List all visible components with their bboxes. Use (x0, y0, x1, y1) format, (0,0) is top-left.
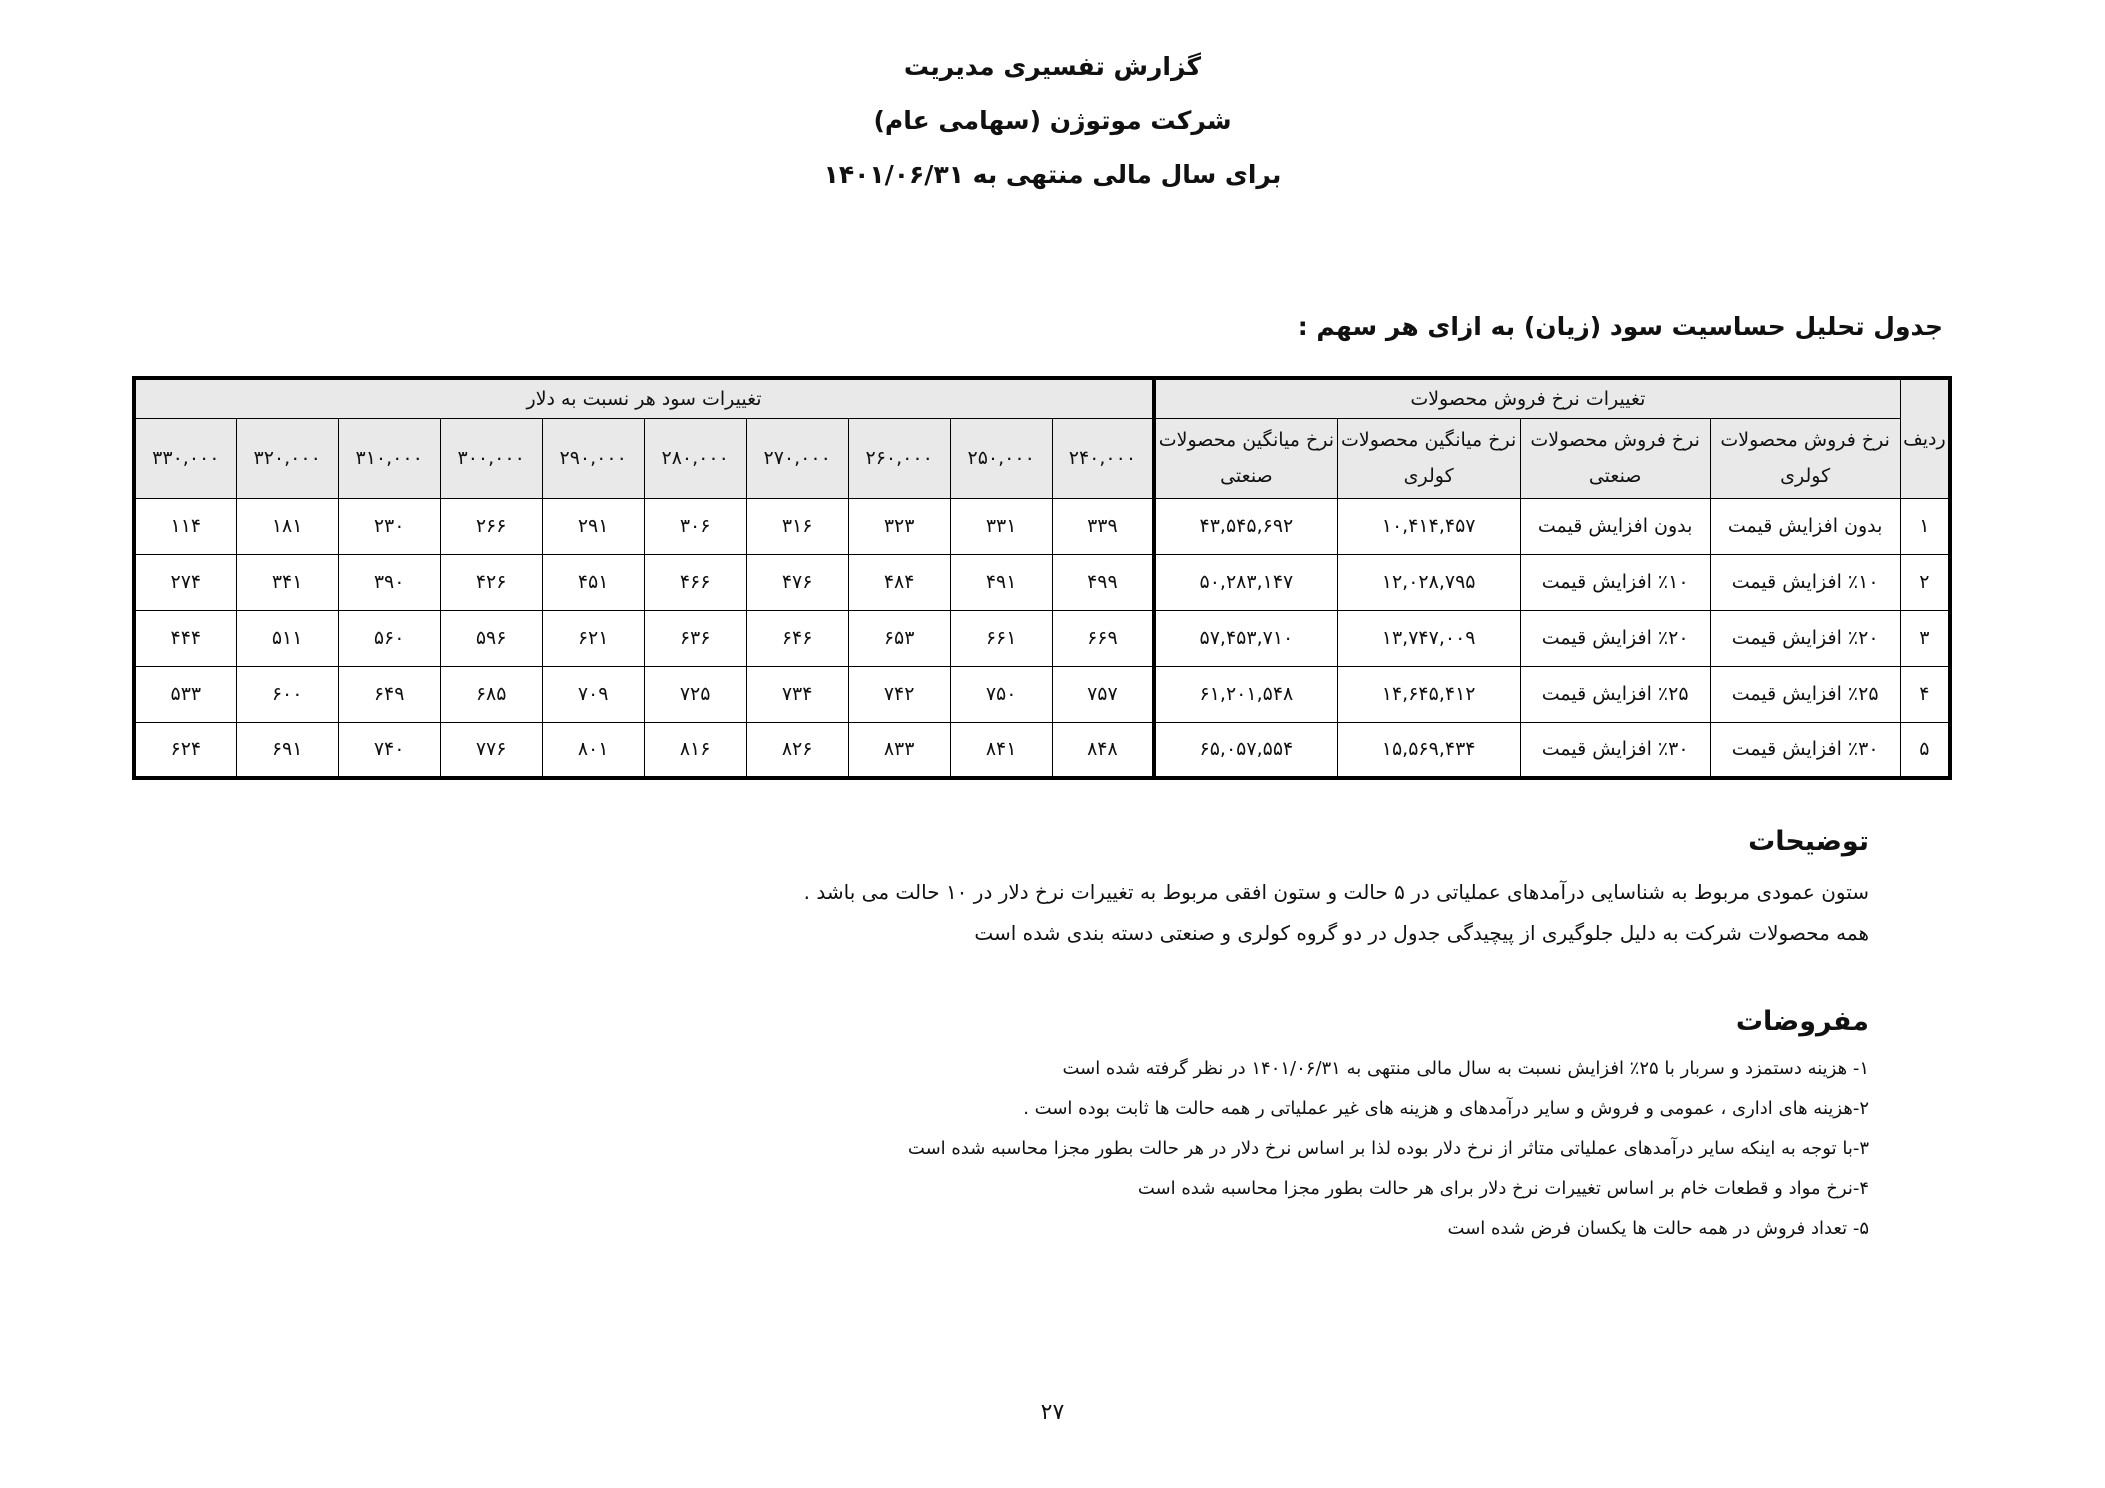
profit-cell: ۴۷۶ (746, 554, 848, 610)
profit-cell: ۷۴۰ (338, 722, 440, 778)
table-row (134, 722, 1950, 778)
cooling-price-cell: بدون افزایش قیمت (1710, 498, 1900, 554)
note-line: ستون عمودی مربوط به شناسایی درآمدهای عملیاتی در ۵ حالت و ستون افقی مربوط به تغییرات نرخ دلار در ۱۰ حالت می باشد . (803, 880, 1869, 904)
profit-cell: ۳۹۰ (338, 554, 440, 610)
cooling-price-cell: ٪۲۰ افزایش قیمت (1710, 610, 1900, 666)
profit-cell: ۴۹۹ (1052, 554, 1154, 610)
col-dollar-rate: ۲۹۰,۰۰۰ (542, 418, 644, 498)
profit-cell: ۳۰۶ (644, 498, 746, 554)
col-industrial-avg: نرخ میانگین محصولات صنعتی (1154, 418, 1337, 498)
profit-cell: ۴۹۱ (950, 554, 1052, 610)
assumption-item: ۱- هزینه دستمزد و سربار با ۲۵٪ افزایش نسبت به سال مالی منتهی به ۱۴۰۱/۰۶/۳۱ در نظر گرفته شده است (1062, 1058, 1869, 1079)
profit-cell: ۶۴۶ (746, 610, 848, 666)
col-dollar-rate: ۲۶۰,۰۰۰ (848, 418, 950, 498)
profit-cell: ۷۵۰ (950, 666, 1052, 722)
profit-cell: ۸۲۶ (746, 722, 848, 778)
profit-cell: ۶۴۹ (338, 666, 440, 722)
profit-cell: ۶۶۹ (1052, 610, 1154, 666)
profit-cell: ۱۸۱ (236, 498, 338, 554)
fiscal-year: برای سال مالی منتهی به ۱۴۰۱/۰۶/۳۱ (823, 160, 1282, 189)
profit-cell: ۷۷۶ (440, 722, 542, 778)
profit-cell: ۶۶۱ (950, 610, 1052, 666)
profit-cell: ۶۲۴ (134, 722, 236, 778)
profit-cell: ۸۴۱ (950, 722, 1052, 778)
profit-cell: ۶۰۰ (236, 666, 338, 722)
assumption-item: ۲-هزینه های اداری ، عمومی و فروش و سایر درآمدهای و هزینه های غیر عملیاتی ر همه حالت ها ثابت بوده است . (1023, 1098, 1869, 1119)
industrial-price-cell: ٪۲۵ افزایش قیمت (1520, 666, 1710, 722)
group-profit-changes: تغییرات سود هر نسبت به دلار (134, 378, 1154, 418)
profit-cell: ۳۳۹ (1052, 498, 1154, 554)
profit-cell: ۴۶۶ (644, 554, 746, 610)
assumption-item: ۳-با توجه به اینکه سایر درآمدهای عملیاتی متاثر از نرخ دلار بوده لذا بر اساس نرخ دلار در هر حالت بطور مجزا محاسبه شده است (907, 1138, 1869, 1159)
col-dollar-rate: ۲۵۰,۰۰۰ (950, 418, 1052, 498)
col-dollar-rate: ۲۷۰,۰۰۰ (746, 418, 848, 498)
cooling-avg-cell: ۱۰,۴۱۴,۴۵۷ (1337, 498, 1520, 554)
cooling-price-cell: ٪۱۰ افزایش قیمت (1710, 554, 1900, 610)
col-dollar-rate: ۳۰۰,۰۰۰ (440, 418, 542, 498)
profit-cell: ۶۹۱ (236, 722, 338, 778)
industrial-price-cell: ٪۱۰ افزایش قیمت (1520, 554, 1710, 610)
profit-cell: ۴۸۴ (848, 554, 950, 610)
notes-title: توضیحات (1748, 826, 1869, 857)
col-row-index: ردیف (1900, 378, 1950, 498)
assumption-item: ۴-نرخ مواد و قطعات خام بر اساس تغییرات نرخ دلار برای هر حالت بطور مجزا محاسبه شده است (1137, 1178, 1869, 1199)
profit-cell: ۸۱۶ (644, 722, 746, 778)
cooling-price-cell: ٪۳۰ افزایش قیمت (1710, 722, 1900, 778)
assumptions-title: مفروضات (1735, 1006, 1869, 1037)
col-cooling-price: نرخ فروش محصولات کولری (1710, 418, 1900, 498)
page-number: ۲۷ (1040, 1400, 1065, 1425)
profit-cell: ۲۹۱ (542, 498, 644, 554)
col-dollar-rate: ۲۴۰,۰۰۰ (1052, 418, 1154, 498)
row-index: ۲ (1900, 554, 1950, 610)
profit-cell: ۳۳۱ (950, 498, 1052, 554)
profit-cell: ۶۵۳ (848, 610, 950, 666)
col-industrial-price: نرخ فروش محصولات صنعتی (1520, 418, 1710, 498)
table-row (134, 666, 1950, 722)
profit-cell: ۴۴۴ (134, 610, 236, 666)
industrial-price-cell: بدون افزایش قیمت (1520, 498, 1710, 554)
col-dollar-rate: ۲۸۰,۰۰۰ (644, 418, 746, 498)
table-row (134, 498, 1950, 554)
profit-cell: ۷۲۵ (644, 666, 746, 722)
profit-cell: ۴۵۱ (542, 554, 644, 610)
col-dollar-rate: ۳۳۰,۰۰۰ (134, 418, 236, 498)
table-header-row (134, 378, 1950, 418)
profit-cell: ۷۰۹ (542, 666, 644, 722)
profit-cell: ۲۳۰ (338, 498, 440, 554)
industrial-avg-cell: ۴۳,۵۴۵,۶۹۲ (1154, 498, 1337, 554)
cooling-price-cell: ٪۲۵ افزایش قیمت (1710, 666, 1900, 722)
profit-cell: ۸۴۸ (1052, 722, 1154, 778)
profit-cell: ۸۳۳ (848, 722, 950, 778)
profit-cell: ۳۲۳ (848, 498, 950, 554)
col-dollar-rate: ۳۲۰,۰۰۰ (236, 418, 338, 498)
profit-cell: ۶۲۱ (542, 610, 644, 666)
profit-cell: ۲۶۶ (440, 498, 542, 554)
industrial-avg-cell: ۶۵,۰۵۷,۵۵۴ (1154, 722, 1337, 778)
row-index: ۴ (1900, 666, 1950, 722)
industrial-price-cell: ٪۲۰ افزایش قیمت (1520, 610, 1710, 666)
profit-cell: ۵۳۳ (134, 666, 236, 722)
row-index: ۳ (1900, 610, 1950, 666)
table-row (134, 610, 1950, 666)
profit-cell: ۶۸۵ (440, 666, 542, 722)
industrial-avg-cell: ۵۷,۴۵۳,۷۱۰ (1154, 610, 1337, 666)
col-dollar-rate: ۳۱۰,۰۰۰ (338, 418, 440, 498)
profit-cell: ۴۲۶ (440, 554, 542, 610)
assumption-item: ۵- تعداد فروش در همه حالت ها یکسان فرض شده است (1447, 1218, 1869, 1239)
group-sales-changes: تغییرات نرخ فروش محصولات (1154, 378, 1900, 418)
report-title: گزارش تفسیری مدیریت (903, 52, 1202, 81)
cooling-avg-cell: ۱۵,۵۶۹,۴۳۴ (1337, 722, 1520, 778)
profit-cell: ۳۴۱ (236, 554, 338, 610)
profit-cell: ۷۴۲ (848, 666, 950, 722)
profit-cell: ۳۱۶ (746, 498, 848, 554)
profit-cell: ۵۹۶ (440, 610, 542, 666)
profit-cell: ۸۰۱ (542, 722, 644, 778)
table-title: جدول تحلیل حساسیت سود (زیان) به ازای هر سهم : (1297, 312, 1943, 341)
sensitivity-table (132, 376, 1952, 780)
row-index: ۵ (1900, 722, 1950, 778)
cooling-avg-cell: ۱۲,۰۲۸,۷۹۵ (1337, 554, 1520, 610)
industrial-avg-cell: ۶۱,۲۰۱,۵۴۸ (1154, 666, 1337, 722)
table-row (134, 554, 1950, 610)
industrial-price-cell: ٪۳۰ افزایش قیمت (1520, 722, 1710, 778)
profit-cell: ۵۱۱ (236, 610, 338, 666)
cooling-avg-cell: ۱۳,۷۴۷,۰۰۹ (1337, 610, 1520, 666)
note-line: همه محصولات شرکت به دلیل جلوگیری از پیچیدگی جدول در دو گروه کولری و صنعتی دسته بندی شده است (974, 921, 1869, 945)
profit-cell: ۶۳۶ (644, 610, 746, 666)
profit-cell: ۵۶۰ (338, 610, 440, 666)
company-name: شرکت موتوژن (سهامی عام) (873, 106, 1232, 135)
profit-cell: ۱۱۴ (134, 498, 236, 554)
profit-cell: ۷۳۴ (746, 666, 848, 722)
col-cooling-avg: نرخ میانگین محصولات کولری (1337, 418, 1520, 498)
profit-cell: ۷۵۷ (1052, 666, 1154, 722)
table-subheader-row (134, 418, 1950, 498)
profit-cell: ۲۷۴ (134, 554, 236, 610)
cooling-avg-cell: ۱۴,۶۴۵,۴۱۲ (1337, 666, 1520, 722)
industrial-avg-cell: ۵۰,۲۸۳,۱۴۷ (1154, 554, 1337, 610)
row-index: ۱ (1900, 498, 1950, 554)
